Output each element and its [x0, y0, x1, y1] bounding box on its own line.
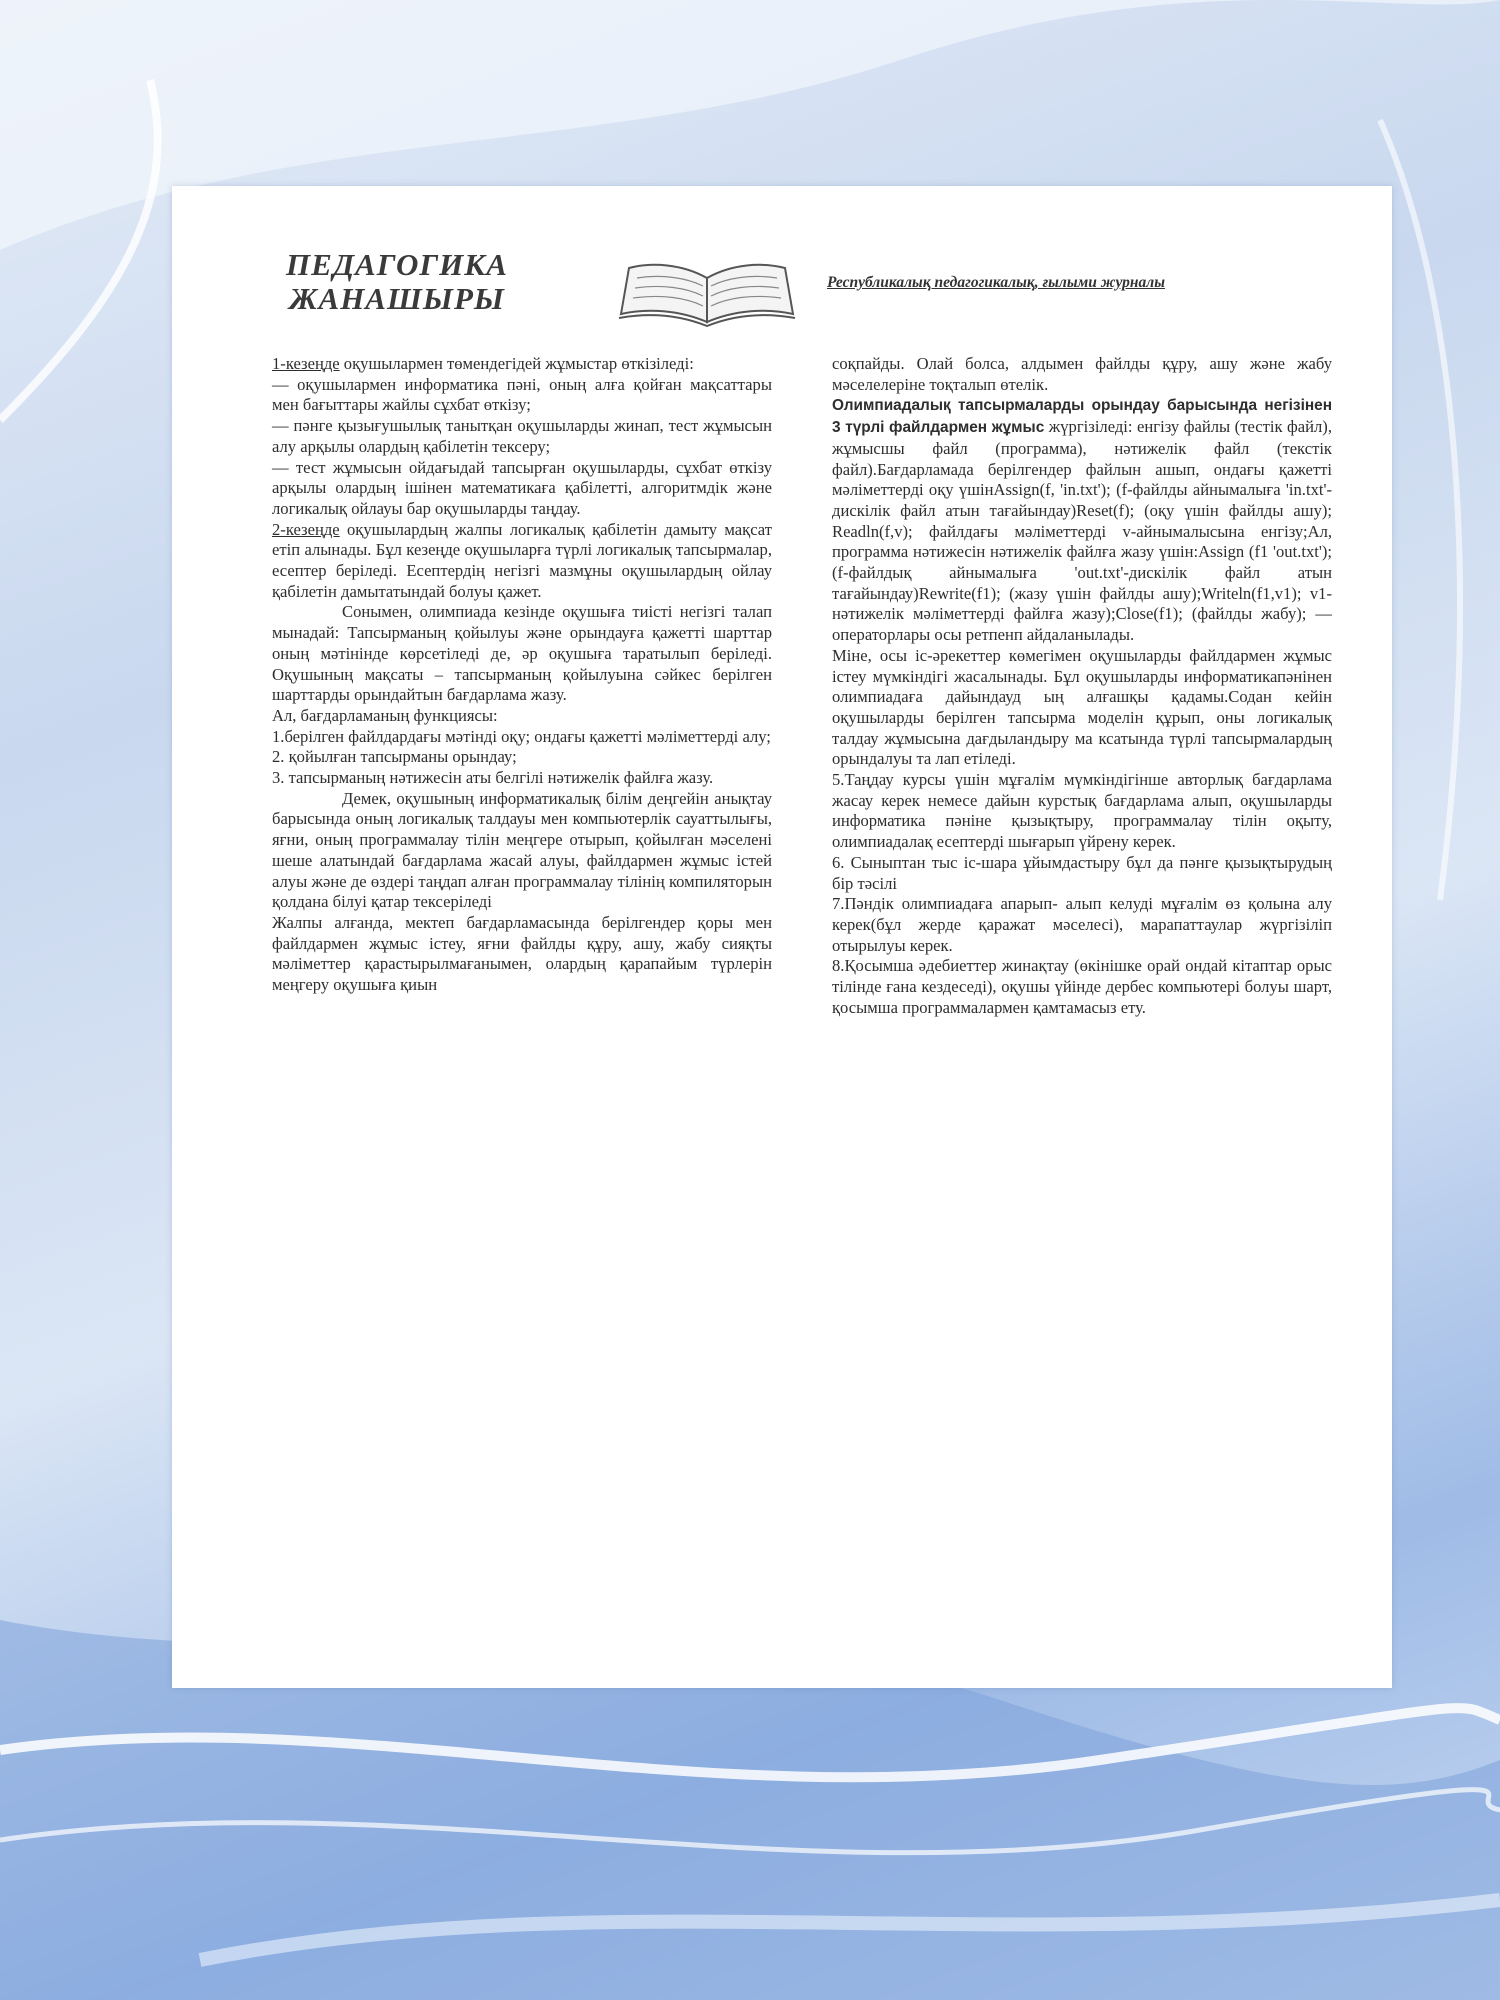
stage-1-heading: 1-кезеңде — [272, 354, 340, 373]
paragraph-left-3: — пәнге қызығушылық танытқан оқушыларды жинап, тест жұмысын алу арқылы олардың қабілетін тексеру; — [272, 416, 772, 456]
right-column — [832, 354, 1332, 1019]
paragraph-right-7: 8.Қосымша әдебиеттер жинақтау (өкінішке орай ондай кітаптар орыс тілінде ғана кездеседі), оқушы үйінде дербес компьютері болуы шарт, қосымша программалармен қамтамасыз ету. — [832, 956, 1332, 1017]
journal-title-line2: ЖАНАШЫРЫ — [289, 281, 505, 316]
stage-2-text: оқушылардың жалпы логикалық қабілетін дамыту мақсат етіп алынады. Бұл кезеңде оқушыларға түрлі логикалық тапсырмалар, есептер беріледі. Есептердің негізгі мазмұны оқушылардың ойлау қабілетін дамытатындай болуы қажет. — [272, 519, 772, 601]
paragraph-left-7: Ал, бағдарламаның функциясы: — [272, 705, 498, 725]
paragraph-right-4: 5.Таңдау курсы үшін мұғалім мүмкіндігінше авторлық бағдарлама жасау керек немесе дайын курстық бағдарлама алып, оқушыларды информатика пәніне қызықтыру, программалау тілін оқыту, олимпиадалақ есептерді шығарып үйрену керек. — [832, 770, 1332, 852]
paragraph-left-4: — тест жұмысын ойдағыдай тапсырған оқушыларды, сұхбат өткізу арқылы олардың ішінен математикаға қабілетті, алгоритмдік және логикалық ойлауы бар оқушыларды таңдау. — [272, 457, 772, 518]
olympiad-files-paragraph — [832, 395, 1332, 645]
left-column — [272, 354, 772, 996]
olympiad-files-bold: Олимпиадалық тапсырмаларды орындау барысында негізінен 3 түрлі файлдармен жұмыс — [832, 397, 1332, 437]
paragraph-right-1: соқпайды. Олай болса, алдымен файлды құру, ашу және жабу мәселелеріне тоқталып өтелік. — [832, 354, 1332, 394]
paragraph-left-10: 3. тапсырманың нәтижесін аты белгілі нәтижелік файлға жазу. — [272, 768, 714, 788]
paragraph-left-8: 1.берілген файлдардағы мәтінді оқу; ондағы қажетті мәліметтерді алу; — [272, 726, 771, 746]
paragraph-right-6: 7.Пәндік олимпиадаға апарып- алып келуді мұғалім өз қолына алу керек(бұл жерде қаражат мәселесі), марапаттаулар жүргізіліп отырылуы керек. — [832, 894, 1332, 955]
paragraph-left-9: 2. қойылған тапсырманы орындау; — [272, 747, 517, 767]
stage-2-heading: 2-кезеңде — [272, 519, 340, 539]
paragraph-left-2: — оқушылармен информатика пәні, оның алға қойған мақсаттары мен бағыттары жайлы сұхбат өткізу; — [272, 374, 772, 415]
paragraph-left-6: Сонымен, олимпиада кезінде оқушыға тиісті негізгі талап мынадай: Тапсырманың қойылуы және орындауға қажетті шарттар оның мәтінінде көрсетіледі де, әр оқушыға таратылып беріледі. Оқушының мақсаты – тапсырманың қойылуына сәйкес берілген шарттарды орындайтын бағдарлама жазу. — [272, 602, 772, 705]
journal-title-line1: ПЕДАГОГИКА — [286, 247, 508, 282]
paragraph-right-3: Міне, осы іс-әрекеттер көмегімен оқушыларды файлдармен жұмыс істеу мүмкіндігі жасалынады. Бұл оқушыларды информатикапәнінен олимпиадаға дайындауд ың алғашқы қадамы.Содан кейін оқушыларды берілген тапсырма моделін құрып, оны логикалық талдау жұмысына дағдыландыру ма ксатында түрлі тапсырмалардың орындалуы та лап етіледі. — [832, 645, 1332, 769]
journal-page — [172, 186, 1392, 1688]
journal-subtitle: Республикалық педагогикалық, ғылыми журналы — [827, 274, 1165, 291]
stage-1-paragraph — [272, 354, 772, 375]
paragraph-left-11: Демек, оқушының информатикалық білім деңгейін анықтау барысында оның логикалық талдауы мен компьютерлік сауаттылығы, яғни, оның программалау тілін меңгере отырып, қойылған мәселені шеше алатындай бағдарлама жасай алуы, файлдармен жұмыс істей алуы және де өздері таңдап алған программалау тілінің компиляторын қолдана білуі қатар тексеріледі — [272, 788, 772, 912]
paragraph-right-5: 6. Сыныптан тыс іс-шара ұйымдастыру бұл да пәнге қызықтырудың бір тәсілі — [832, 852, 1332, 893]
journal-title — [272, 248, 522, 316]
page-header — [272, 248, 1332, 338]
stage-1-text: оқушылармен төмендегідей жұмыстар өткізіледі: — [339, 354, 694, 373]
open-book-icon — [617, 256, 797, 328]
stage-2-paragraph — [272, 520, 772, 603]
olympiad-files-text: жүргізіледі: енгізу файлы (тестік файл), жұмысшы файл (программа), нәтижелік файл (текстік файл).Бағдарламада берілгендер файлын ашып, ондағы қажетті мәліметтерді оқу үшінAssign(f, 'in.txt'); (f-файлды айнымалыға 'in.txt'-дискілік файл атын тағайындау)Reset(f); (оқу үшін файлды ашу); Readln(f,v); файлдағы мәліметтерді v-айнымалысына енгізу;Ал, программа нәтижесін нәтижелік файлға жазу үшін:Assign (f1 'out.txt'); (f-файлдық айнымалыға 'out.txt'-дискілік файл атын тағайындау)Rewrite(f1); (жазу үшін файлды ашу);Writeln(f1,v1); v1-нәтижелік мәліметтерді файлға жазу);Close(f1); (файлды жабу); — операторлары осы ретпенп айдаланылады. — [832, 417, 1332, 645]
paragraph-left-12: Жалпы алғанда, мектеп бағдарламасында берілгендер қоры мен файлдармен жұмыс істеу, яғни файлды құру, ашу, жабу сияқты мәліметтер қарастырылмағанымен, олардың қарапайым түрлерін меңгеру оқушыға қиын — [272, 912, 772, 995]
